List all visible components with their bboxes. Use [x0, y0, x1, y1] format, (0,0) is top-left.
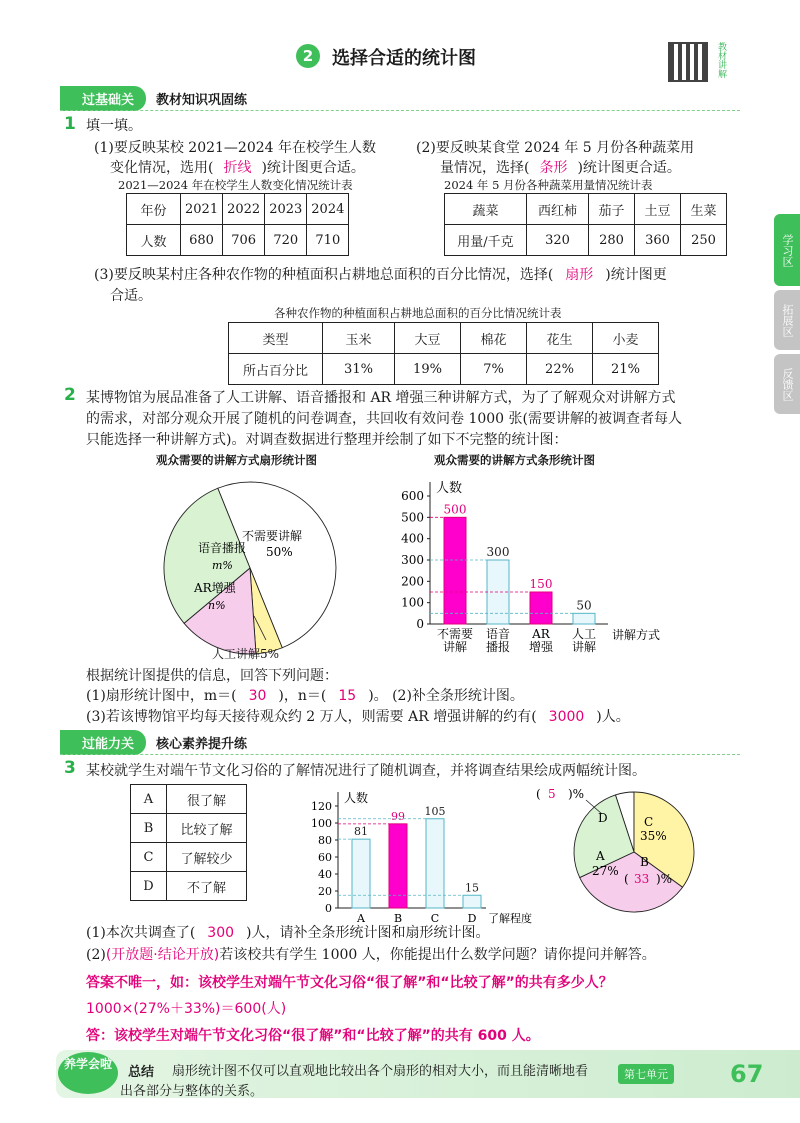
table-cell: 680: [181, 225, 223, 256]
y-tick-label: 400: [401, 531, 424, 546]
pie-b-post: )%: [656, 872, 673, 886]
table-cell: 蔬菜: [445, 194, 527, 225]
table-cell: 7%: [461, 354, 527, 385]
table3-caption: 各种农作物的种植面积占耕地总面积的百分比情况统计表: [274, 306, 562, 320]
table-cell: 人数: [127, 225, 181, 256]
q3-solution-line2: 1000×(27%＋33%)＝600(人): [86, 1001, 287, 1017]
divider: [60, 754, 740, 755]
pie-label-a-pct: 27%: [592, 864, 619, 878]
y-axis-label: 人数: [344, 791, 369, 805]
q1-part2-line1: (2)要反映某食堂 2024 年 5 月份各种蔬菜用: [416, 140, 695, 156]
legend-cell: 了解较少: [167, 843, 247, 872]
legend-row: [131, 785, 247, 814]
x-tick-label: 播报: [485, 640, 511, 654]
bar-chart-title: 观众需要的讲解方式条形统计图: [434, 453, 595, 467]
table-cell: 棉花: [461, 323, 527, 354]
legend-cell: 比较了解: [167, 814, 247, 843]
q2-text-line1: 某博物馆为展品准备了人工讲解、语音播报和 AR 增强三种讲解方式，为了了解观众对讲解方式: [86, 390, 676, 406]
table3-row: [229, 323, 659, 354]
y-tick-label: 200: [401, 574, 424, 589]
q1-part1-line2: 变化情况，选用( 折线 )统计图更合适。: [110, 160, 365, 176]
legend-cell: 不了解: [167, 872, 247, 901]
pie-label-voice: 语音播报: [198, 541, 247, 555]
pie-label-a: A: [596, 849, 605, 863]
q1-title: 填一填。: [86, 118, 142, 134]
legend-cell: B: [131, 814, 167, 843]
bar-value-label: 105: [424, 804, 446, 818]
x-tick-label: 语音: [485, 627, 511, 641]
footer-badge: 养学会啦: [58, 1052, 118, 1094]
table2-caption: 2024 年 5 月份各种蔬菜用量情况统计表: [444, 178, 653, 192]
section-tag: 过能力关: [60, 730, 146, 755]
table-cell: 类型: [229, 323, 323, 354]
q3-text: 某校就学生对端午节文化习俗的了解情况进行了随机调查，并将调查结果绘成两幅统计图。: [86, 763, 646, 779]
q1-part3-line2: 合适。: [110, 288, 152, 304]
answer-text: 3000: [548, 709, 585, 725]
section-subtitle: 核心素养提升练: [156, 736, 248, 752]
q3-answer2: (2)(开放题·结论开放)若该校共有学生 1000 人，你能提出什么数学问题？请你提问并解答。: [86, 947, 656, 963]
pie-label-ar-pct: n%: [208, 599, 226, 612]
pie-chart-museum: [150, 468, 350, 668]
bar-value-label: 15: [465, 881, 479, 895]
table-cell: 2021: [181, 194, 223, 225]
qr-label: 教材讲解: [716, 42, 726, 78]
table-cell: 2024: [307, 194, 349, 225]
table-cell: 大豆: [395, 323, 461, 354]
table-cell: 2023: [265, 194, 307, 225]
answer-text: 300: [207, 925, 235, 941]
pie-label-b: B: [640, 855, 649, 869]
pie-label-d: D: [598, 811, 608, 825]
table-cell: 280: [589, 225, 635, 256]
table-cell: 2022: [223, 194, 265, 225]
bar: [463, 895, 481, 908]
x-tick-label: A: [357, 912, 365, 925]
y-tick-label: 20: [318, 885, 332, 898]
y-tick-label: 0: [325, 902, 332, 915]
y-tick-label: 40: [318, 868, 332, 881]
q2-answer1: (1)扇形统计图中，m＝( 30 )，n＝( 15 )。 (2)补全条形统计图。: [86, 688, 524, 704]
answer-text: 15: [338, 688, 357, 704]
q3-solution-line1: 答案不唯一，如：该校学生对端午节文化习俗“很了解”和“比较了解”的共有多少人？: [86, 975, 613, 991]
footer-text-line1: 扇形统计图不仅可以直观地比较出各个扇形的相对大小，而且能清晰地看: [172, 1064, 589, 1079]
legend-row: [131, 814, 247, 843]
pie-label-voice-pct: m%: [212, 559, 233, 572]
q1-part2-line2: 量情况，选择( 条形 )统计图更合适。: [440, 160, 681, 176]
page-number: 67: [730, 1060, 764, 1088]
table-cell: 19%: [395, 354, 461, 385]
bar-chart-museum: [390, 466, 680, 662]
x-tick-label: C: [430, 912, 440, 925]
legend-cell: 很了解: [167, 785, 247, 814]
y-tick-label: 80: [318, 834, 332, 847]
legend-cell: D: [131, 872, 167, 901]
pie-chart-title: 观众需要的讲解方式扇形统计图: [156, 453, 317, 467]
x-tick-label: 人工: [571, 627, 597, 641]
table-cell: 用量/千克: [445, 225, 527, 256]
table3-row: [229, 354, 659, 385]
pie-b-answer: 33: [634, 872, 650, 886]
question-number: 2: [64, 385, 76, 405]
section-tag: 过基础关: [60, 86, 146, 111]
table-cell: 250: [681, 225, 727, 256]
bar: [352, 839, 370, 908]
legend-cell: C: [131, 843, 167, 872]
bar-value-label: 500: [443, 502, 467, 517]
table-cell: 玉米: [323, 323, 395, 354]
divider: [60, 110, 740, 111]
x-tick-label: 讲解: [571, 640, 597, 654]
answer-text: 折线: [223, 160, 252, 176]
q2-ask: 根据统计图提供的信息，回答下列问题：: [86, 668, 338, 684]
q3-solution-line3: 答：该校学生对端午节文化习俗“很了解”和“比较了解”的共有 600 人。: [86, 1028, 540, 1044]
section-banner-ability: [60, 730, 247, 754]
bar-value-label: 150: [529, 577, 553, 591]
x-tick-label: 不需要: [436, 627, 474, 641]
table-cell: 土豆: [635, 194, 681, 225]
y-tick-label: 100: [311, 817, 332, 830]
q1-part1-line1: (1)要反映某校 2021—2024 年在校学生人数: [94, 140, 376, 156]
pie-chart-survey: [534, 780, 704, 916]
sidebar-tab-extend[interactable]: 拓展区: [774, 290, 800, 350]
table-cell: 31%: [323, 354, 395, 385]
q1-part3-line1: (3)要反映某村庄各种农作物的种植面积占耕地总面积的百分比情况，选择( 扇形 )统计图更: [94, 267, 667, 283]
question-number: 3: [64, 758, 76, 778]
table-cell: 360: [635, 225, 681, 256]
footer-text-line2: 出各部分与整体的关系。: [120, 1084, 264, 1099]
bar-value-label: 99: [391, 809, 405, 823]
y-tick-label: 500: [401, 510, 424, 525]
y-tick-label: 100: [401, 595, 424, 610]
legend-row: [131, 872, 247, 901]
open-question-tag: (开放题·结论开放): [105, 947, 220, 963]
bar: [530, 592, 552, 624]
bar-value-label: 300: [486, 545, 510, 559]
q2-text-line3: 只能选择一种讲解方式)。对调查数据进行整理并绘制了如下不完整的统计图：: [86, 432, 568, 448]
pie-label-none-pct: 50%: [266, 545, 293, 559]
bar-chart-survey: [300, 780, 550, 926]
x-tick-label: D: [467, 912, 477, 925]
footer-unit: 第七单元: [618, 1064, 674, 1084]
answer-text: 条形: [539, 160, 568, 176]
table2: [444, 193, 727, 256]
table1: [126, 193, 349, 256]
table-cell: 年份: [127, 194, 181, 225]
table-cell: 西红柿: [527, 194, 589, 225]
sidebar-tab-study[interactable]: 学习区: [774, 214, 800, 286]
x-tick-label: B: [393, 912, 403, 925]
y-tick-label: 0: [416, 617, 424, 631]
table-cell: 710: [307, 225, 349, 256]
q2-text-line2: 的需求，对部分观众开展了随机的问卷调查，共回收有效问卷 1000 张(需要讲解的被调查者每人: [86, 411, 682, 427]
pie-top-pre: (: [536, 787, 541, 801]
y-tick-label: 300: [401, 553, 424, 567]
y-tick-label: 120: [311, 800, 332, 813]
legend-cell: A: [131, 785, 167, 814]
pie-label-ar: AR增强: [194, 581, 236, 595]
bar-value-label: 81: [354, 825, 368, 839]
table2-row: [445, 225, 727, 256]
x-axis-label: 了解程度: [488, 912, 532, 925]
table-cell: 320: [527, 225, 589, 256]
pie-top-answer: 5: [548, 787, 556, 801]
section-banner-basic: [60, 86, 247, 110]
x-tick-label: 增强: [528, 640, 554, 654]
sidebar-tab-feedback[interactable]: 反馈区: [774, 354, 800, 414]
y-tick-label: 60: [318, 851, 332, 864]
bar-value-label: 50: [576, 598, 592, 613]
y-tick-label: 600: [401, 489, 424, 503]
footer-label: 总结: [128, 1065, 155, 1080]
x-axis-label: 讲解方式: [612, 627, 661, 642]
lesson-number-badge: 2: [296, 44, 320, 68]
table-cell: 花生: [527, 323, 593, 354]
table1-row: [127, 225, 349, 256]
table-cell: 22%: [527, 354, 593, 385]
bar: [573, 613, 595, 624]
pie-label-c: C: [644, 815, 654, 829]
table-cell: 706: [223, 225, 265, 256]
q3-answer1: (1)本次共调查了( 300 )人，请补全条形统计图和扇形统计图。: [86, 925, 490, 941]
pie-label-none: 不需要讲解: [242, 529, 303, 543]
section-subtitle: 教材知识巩固练: [156, 92, 248, 108]
x-tick-label: AR: [532, 627, 550, 641]
bar: [426, 819, 444, 908]
legend-table: [130, 784, 247, 901]
qr-code[interactable]: [668, 42, 708, 82]
table-cell: 生菜: [681, 194, 727, 225]
legend-row: [131, 843, 247, 872]
question-number: 1: [64, 114, 76, 134]
table1-row: [127, 194, 349, 225]
table-cell: 小麦: [593, 323, 659, 354]
bar: [444, 517, 466, 624]
table2-row: [445, 194, 727, 225]
page-title: 选择合适的统计图: [332, 48, 476, 69]
pie-b-pre: (: [624, 872, 629, 886]
table-cell: 所占百分比: [229, 354, 323, 385]
table-cell: 720: [265, 225, 307, 256]
answer-text: 扇形: [565, 267, 594, 283]
pie-top-post: )%: [568, 787, 585, 801]
x-tick-label: 讲解: [442, 640, 468, 654]
y-axis-label: 人数: [436, 481, 463, 496]
answer-text: 30: [248, 688, 267, 704]
table3: [228, 322, 659, 385]
pie-label-manual: 人工讲解5%: [212, 647, 280, 661]
q2-answer3: (3)若该博物馆平均每天接待观众约 2 万人，则需要 AR 增强讲解的约有( 3000 )人。: [86, 709, 630, 725]
table-cell: 21%: [593, 354, 659, 385]
table1-caption: 2021—2024 年在校学生人数变化情况统计表: [118, 178, 353, 192]
table-cell: 茄子: [589, 194, 635, 225]
pie-label-c-pct: 35%: [640, 829, 667, 843]
